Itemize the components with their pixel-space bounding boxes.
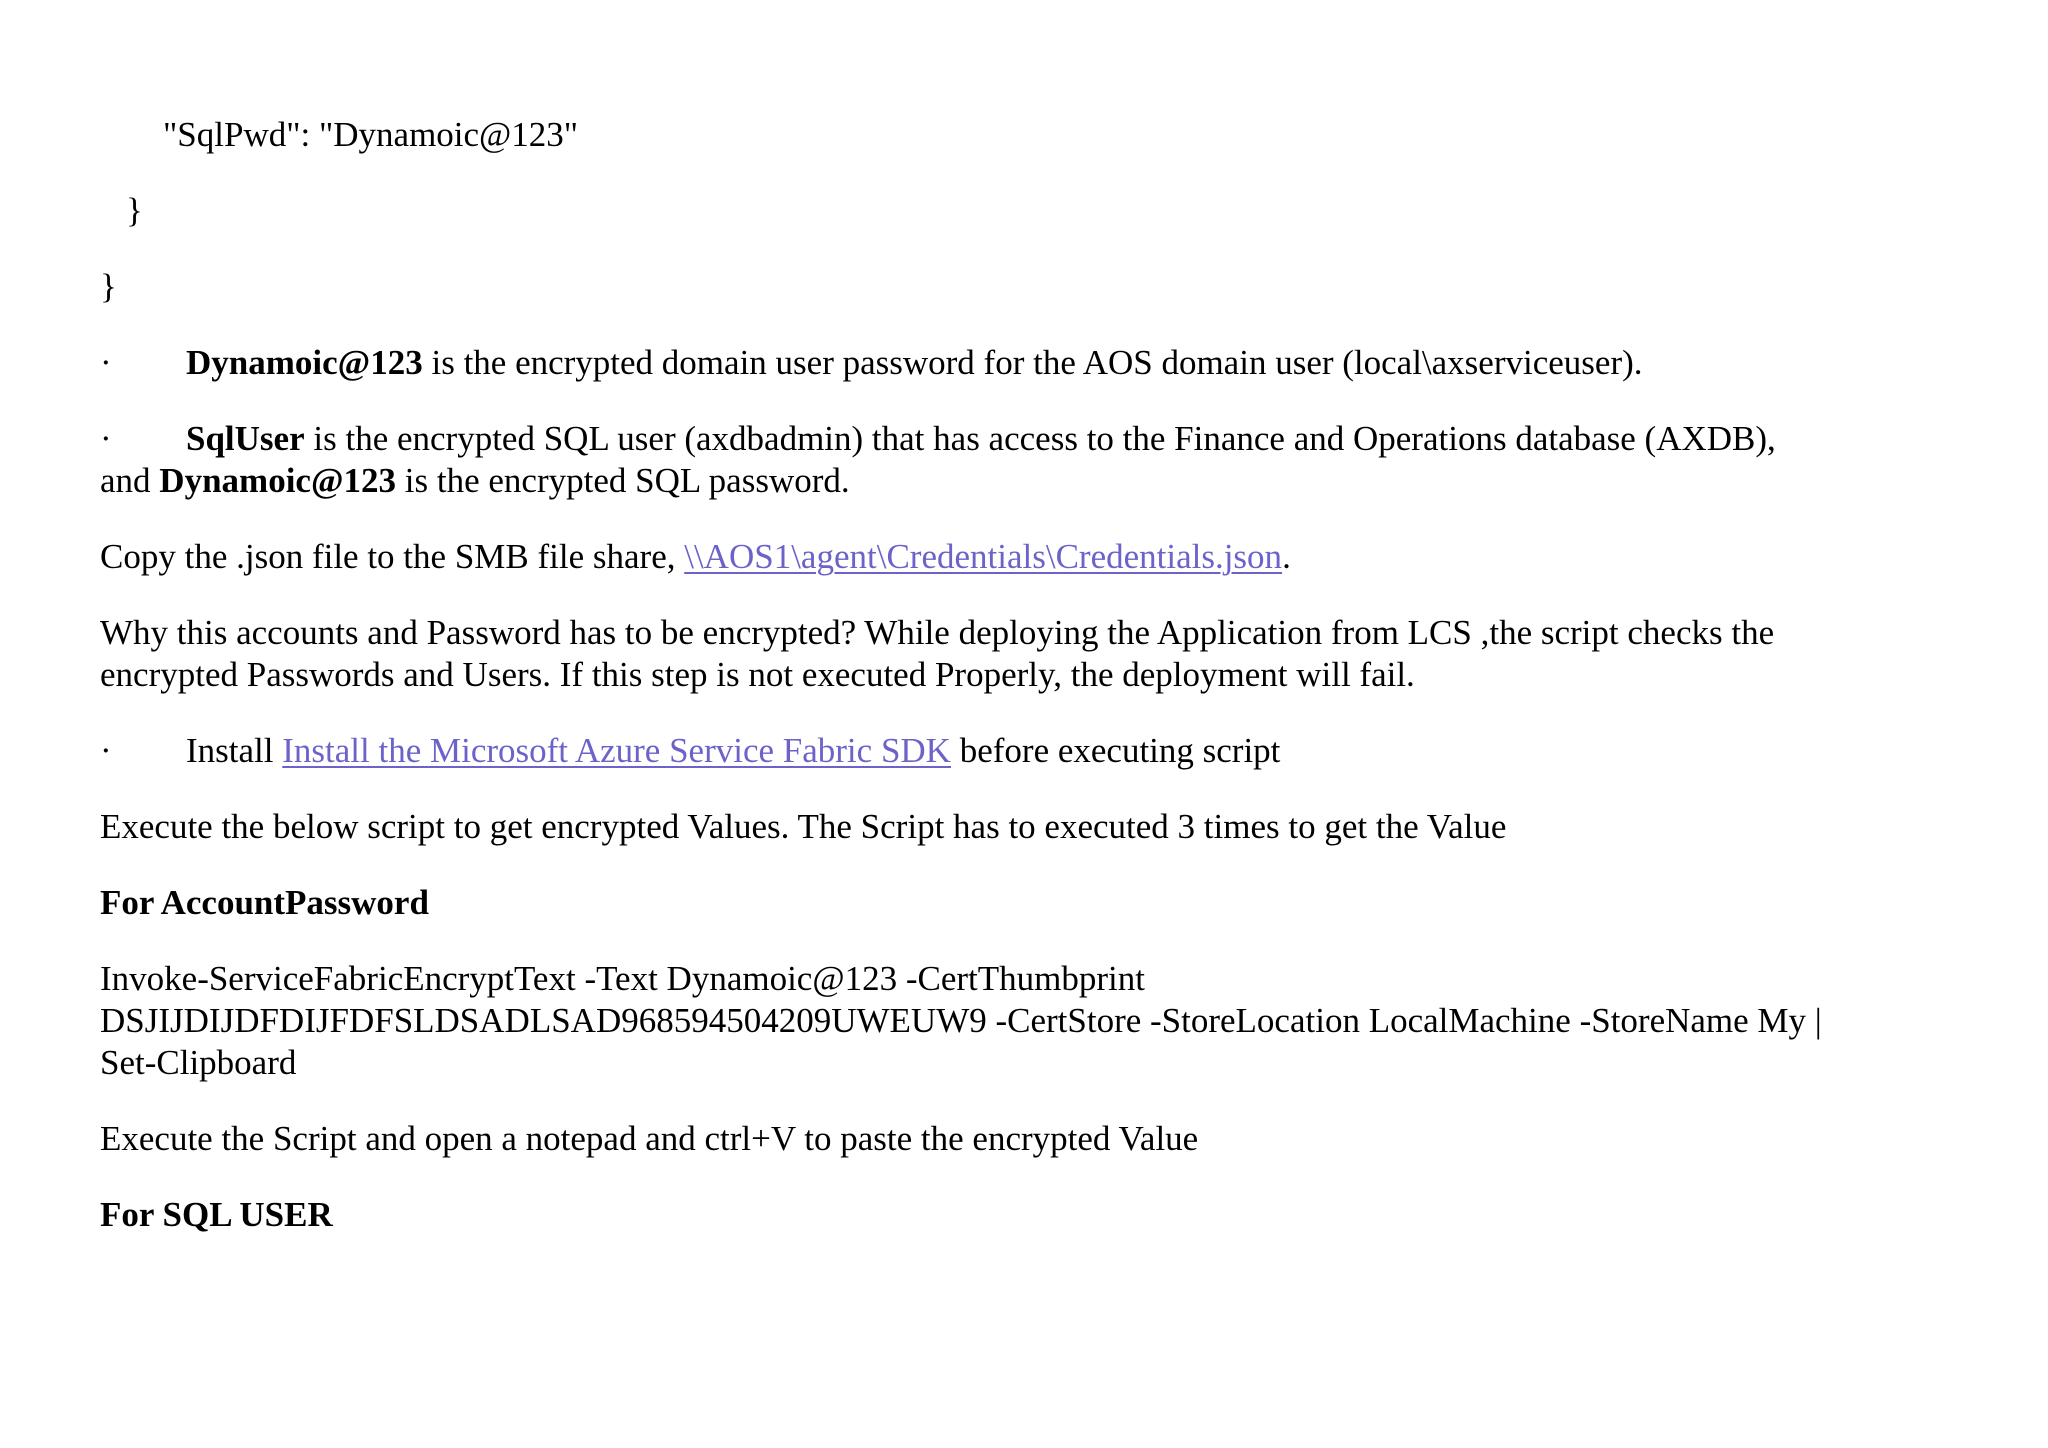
bullet-item-sql-user xyxy=(186,418,1776,460)
json-close-brace-inner: } xyxy=(126,191,143,230)
bullet-symbol: · xyxy=(100,419,112,458)
execute-paragraph: Execute the below script to get encrypted Values. The Script has to executed 3 times to get the Value xyxy=(100,807,1507,846)
install-suffix: before executing script xyxy=(950,731,1281,770)
script-line-1: Invoke-ServiceFabricEncryptText -Text Dynamoic@123 -CertThumbprint xyxy=(100,959,1145,998)
continuation-prefix: and xyxy=(100,461,160,500)
copy-json-paragraph xyxy=(100,536,1291,578)
copy-suffix: . xyxy=(1282,537,1291,576)
bullet-item-text: is the encrypted domain user password for the AOS domain user (local\axserviceuser). xyxy=(422,343,1643,382)
bullet-symbol: · xyxy=(100,343,112,382)
bullet-item-text: is the encrypted SQL user (axdbadmin) that has access to the Finance and Operations database (AXDB), xyxy=(304,419,1776,458)
service-fabric-sdk-link[interactable]: Install the Microsoft Azure Service Fabric SDK xyxy=(282,731,951,770)
heading-account-password xyxy=(100,882,429,924)
continuation-text: is the encrypted SQL password. xyxy=(396,461,850,500)
bullet-item-sql-user-continuation xyxy=(100,460,850,502)
bullet-item-domain-password xyxy=(186,342,1643,384)
json-close-brace-outer: } xyxy=(100,267,117,306)
install-prefix: Install xyxy=(186,731,283,770)
bullet-item-install-sdk xyxy=(186,730,1280,772)
heading-text: For AccountPassword xyxy=(100,883,429,922)
bold-password: Dynamoic@123 xyxy=(186,343,423,382)
bullet-symbol: · xyxy=(100,731,112,770)
credentials-share-link[interactable]: \\AOS1\agent\Credentials\Credentials.json xyxy=(684,537,1283,576)
heading-text: For SQL USER xyxy=(100,1195,333,1234)
heading-sql-user xyxy=(100,1194,333,1236)
bold-password: Dynamoic@123 xyxy=(159,461,397,500)
bold-sqluser: SqlUser xyxy=(186,419,305,458)
execute-notepad-paragraph: Execute the Script and open a notepad and ctrl+V to paste the encrypted Value xyxy=(100,1119,1199,1158)
json-sqlpwd-line: "SqlPwd": "Dynamoic@123" xyxy=(163,115,579,154)
why-paragraph-line-2: encrypted Passwords and Users. If this step is not executed Properly, the deployment will fail. xyxy=(100,655,1415,694)
script-line-2: DSJIJDIJDFDIJFDFSLDSADLSAD968594504209UWEUW9 -CertStore -StoreLocation LocalMachine -StoreName My | xyxy=(100,1001,1822,1040)
why-paragraph-line-1: Why this accounts and Password has to be encrypted? While deploying the Application from LCS ,the script checks the xyxy=(100,613,1775,652)
script-line-3: Set-Clipboard xyxy=(100,1043,297,1082)
copy-prefix: Copy the .json file to the SMB file share, xyxy=(100,537,685,576)
